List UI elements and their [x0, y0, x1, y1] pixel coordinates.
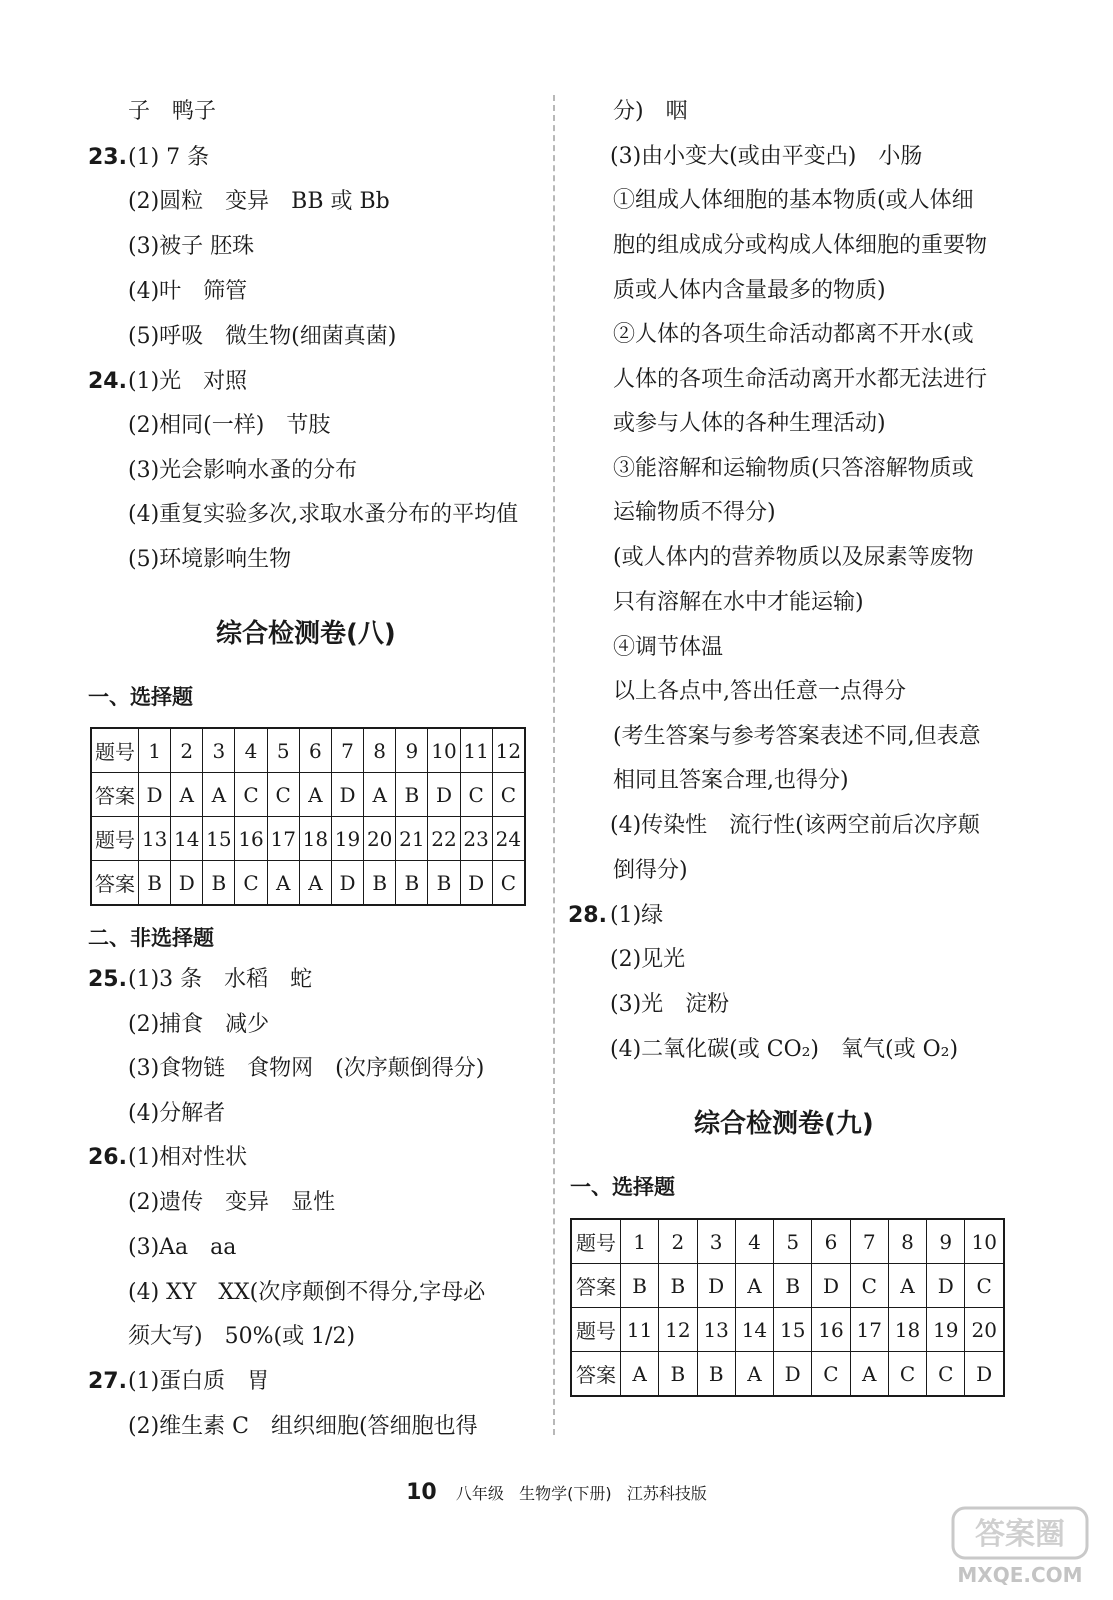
text-line: 相同且答案合理,也得分): [613, 768, 849, 793]
answer-line: (4)二氧化碳(或 CO₂) 氧气(或 O₂): [610, 1037, 959, 1062]
question-number-cell: 18: [888, 1308, 926, 1352]
text-line: 只有溶解在水中才能运输): [613, 590, 864, 615]
question-number-cell: 15: [203, 817, 235, 861]
text-line: 或参与人体的各种生理活动): [613, 411, 886, 436]
answer-line: (5)呼吸 微生物(细菌真菌): [128, 324, 397, 349]
question-number-cell: 3: [203, 728, 235, 773]
answer-table: [570, 1218, 1005, 1397]
answer-cell: A: [888, 1264, 926, 1308]
answer-line: (3)光会影响水蚤的分布: [128, 458, 358, 483]
row-label: 答案: [571, 1264, 621, 1308]
answer-line: (1)绿: [610, 903, 664, 928]
answer-cell: D: [774, 1352, 812, 1397]
question-number-cell: 10: [965, 1219, 1004, 1264]
answer-cell: D: [460, 861, 492, 906]
answer-line: (2)圆粒 变异 BB 或 Bb: [128, 189, 390, 214]
answer-cell: B: [364, 861, 396, 906]
question-number-cell: 8: [888, 1219, 926, 1264]
answer-cell: C: [492, 773, 525, 817]
answer-cell: A: [299, 861, 331, 906]
footer-grade: 八年级: [455, 1484, 504, 1503]
row-label: 答案: [571, 1352, 621, 1397]
question-number-cell: 14: [171, 817, 203, 861]
question-number-cell: 21: [396, 817, 428, 861]
question-number: 28.: [568, 903, 607, 928]
row-label: 题号: [91, 817, 139, 861]
answer-cell: C: [850, 1264, 888, 1308]
answer-cell: B: [621, 1264, 659, 1308]
answer-cell: C: [927, 1352, 965, 1397]
text-line: ②人体的各项生命活动都离不开水(或: [613, 322, 974, 347]
section-heading: 一、选择题: [570, 1175, 675, 1199]
answer-line: (3)Aa aa: [128, 1235, 237, 1260]
answer-line: (1)相对性状: [128, 1145, 248, 1170]
answer-line: (4) XY XX(次序颠倒不得分,字母必: [128, 1280, 486, 1305]
table-row: [91, 817, 525, 861]
watermark-text: 答案圈: [975, 1517, 1065, 1552]
text-line: (4)传染性 流行性(该两空前后次序颠: [610, 813, 980, 838]
text-line: 以上各点中,答出任意一点得分: [613, 679, 906, 704]
answer-cell: B: [139, 861, 171, 906]
answer-cell: C: [812, 1352, 850, 1397]
answer-line: (4)分解者: [128, 1101, 226, 1126]
answer-cell: D: [927, 1264, 965, 1308]
answer-cell: C: [460, 773, 492, 817]
question-number-cell: 8: [364, 728, 396, 773]
section-heading: 二、非选择题: [88, 926, 214, 950]
text-line: (或人体内的营养物质以及尿素等废物: [613, 545, 974, 570]
answer-cell: B: [774, 1264, 812, 1308]
question-number-cell: 12: [492, 728, 525, 773]
answer-cell: A: [364, 773, 396, 817]
answer-cell: D: [812, 1264, 850, 1308]
question-number-cell: 13: [697, 1308, 735, 1352]
table-row: [91, 861, 525, 906]
answer-cell: C: [492, 861, 525, 906]
text-line: ④调节体温: [613, 635, 724, 660]
question-number-cell: 7: [331, 728, 363, 773]
answer-cell: A: [299, 773, 331, 817]
text-line: (3)由小变大(或由平变凸) 小肠: [610, 144, 923, 169]
answer-line: (3)被子 胚珠: [128, 234, 255, 259]
answer-cell: B: [428, 861, 460, 906]
answer-cell: B: [396, 861, 428, 906]
answer-cell: C: [235, 773, 267, 817]
question-number-cell: 10: [428, 728, 460, 773]
answer-cell: A: [735, 1352, 773, 1397]
question-number-cell: 23: [460, 817, 492, 861]
question-number-cell: 16: [235, 817, 267, 861]
question-number-cell: 16: [812, 1308, 850, 1352]
watermark-url: MXQE.COM: [957, 1563, 1083, 1587]
answer-line: 须大写) 50%(或 1/2): [128, 1324, 356, 1349]
question-number-cell: 12: [659, 1308, 697, 1352]
table-row: [571, 1264, 1004, 1308]
question-number-cell: 22: [428, 817, 460, 861]
answer-cell: C: [965, 1264, 1004, 1308]
answer-cell: B: [659, 1352, 697, 1397]
question-number-cell: 4: [735, 1219, 773, 1264]
answer-cell: C: [267, 773, 299, 817]
footer-edition: 江苏科技版: [626, 1484, 707, 1503]
text-line: 运输物质不得分): [613, 500, 776, 525]
answer-line: (1) 7 条: [128, 145, 210, 170]
answer-line: (1)光 对照: [128, 369, 248, 394]
answer-cell: D: [697, 1264, 735, 1308]
answer-line: (1)3 条 水稻 蛇: [128, 967, 313, 992]
text-line: 质或人体内含量最多的物质): [613, 278, 886, 303]
answer-line: (3)食物链 食物网 (次序颠倒得分): [128, 1056, 485, 1081]
question-number-cell: 20: [364, 817, 396, 861]
question-number-cell: 6: [812, 1219, 850, 1264]
section-title: 综合检测卷(九): [694, 1109, 874, 1139]
table-row: [571, 1219, 1004, 1264]
answer-cell: D: [331, 773, 363, 817]
row-label: 题号: [571, 1308, 621, 1352]
answer-cell: B: [203, 861, 235, 906]
question-number-cell: 18: [299, 817, 331, 861]
question-number-cell: 9: [396, 728, 428, 773]
section-heading: 一、选择题: [88, 685, 193, 709]
question-number-cell: 15: [774, 1308, 812, 1352]
answer-cell: D: [965, 1352, 1004, 1397]
question-number-cell: 9: [927, 1219, 965, 1264]
row-label: 题号: [571, 1219, 621, 1264]
answer-cell: D: [331, 861, 363, 906]
answer-cell: A: [171, 773, 203, 817]
section-title: 综合检测卷(八): [216, 619, 396, 649]
answer-line: (4)叶 筛管: [128, 279, 248, 304]
answer-line: (2)捕食 减少: [128, 1012, 270, 1037]
text-line: (考生答案与参考答案表述不同,但表意: [613, 724, 981, 749]
question-number-cell: 17: [267, 817, 299, 861]
answer-cell: D: [428, 773, 460, 817]
row-label: 答案: [91, 861, 139, 906]
question-number: 26.: [88, 1145, 127, 1170]
question-number-cell: 5: [774, 1219, 812, 1264]
question-number-cell: 19: [331, 817, 363, 861]
answer-cell: A: [735, 1264, 773, 1308]
answer-cell: D: [171, 861, 203, 906]
answer-line: (2)遗传 变异 显性: [128, 1190, 336, 1215]
question-number-cell: 13: [139, 817, 171, 861]
text-line: 倒得分): [613, 858, 688, 883]
answer-cell: C: [235, 861, 267, 906]
question-number-cell: 1: [621, 1219, 659, 1264]
table-row: [91, 728, 525, 773]
question-number-cell: 3: [697, 1219, 735, 1264]
answer-line: (4)重复实验多次,求取水蚤分布的平均值: [128, 502, 519, 527]
answer-line: (2)相同(一样) 节肢: [128, 413, 331, 438]
answer-cell: C: [888, 1352, 926, 1397]
question-number-cell: 17: [850, 1308, 888, 1352]
question-number: 25.: [88, 967, 127, 992]
question-number-cell: 5: [267, 728, 299, 773]
question-number-cell: 14: [735, 1308, 773, 1352]
answer-cell: B: [396, 773, 428, 817]
question-number: 24.: [88, 369, 127, 394]
text-line: 胞的组成成分或构成人体细胞的重要物: [613, 233, 988, 258]
row-label: 题号: [91, 728, 139, 773]
answer-line: (2)维生素 C 组织细胞(答细胞也得: [128, 1414, 478, 1439]
footer-subject: 生物学(下册): [519, 1484, 612, 1503]
question-number-cell: 4: [235, 728, 267, 773]
answer-cell: A: [267, 861, 299, 906]
answer-cell: B: [659, 1264, 697, 1308]
answer-table: [90, 727, 526, 906]
table-row: [571, 1352, 1004, 1397]
page-number: 10: [406, 1480, 437, 1505]
answer-line: (2)见光: [610, 947, 686, 972]
question-number: 27.: [88, 1369, 127, 1394]
question-number-cell: 2: [171, 728, 203, 773]
question-number-cell: 20: [965, 1308, 1004, 1352]
question-number: 23.: [88, 145, 127, 170]
answer-line: (3)光 淀粉: [610, 992, 730, 1017]
text-line: 分) 咽: [613, 99, 688, 124]
row-label: 答案: [91, 773, 139, 817]
question-number-cell: 24: [492, 817, 525, 861]
table-row: [571, 1308, 1004, 1352]
text-line: 人体的各项生命活动离开水都无法进行: [613, 367, 988, 392]
answer-cell: A: [621, 1352, 659, 1397]
answer-cell: B: [697, 1352, 735, 1397]
answer-cell: A: [850, 1352, 888, 1397]
text-line: ③能溶解和运输物质(只答溶解物质或: [613, 456, 974, 481]
text-line: ①组成人体细胞的基本物质(或人体细: [613, 188, 974, 213]
question-number-cell: 1: [139, 728, 171, 773]
question-number-cell: 11: [460, 728, 492, 773]
column-divider: [553, 95, 555, 1435]
text-line: 子 鸭子: [128, 99, 217, 124]
answer-line: (5)环境影响生物: [128, 547, 292, 572]
table-row: [91, 773, 525, 817]
answer-line: (1)蛋白质 胃: [128, 1369, 270, 1394]
question-number-cell: 7: [850, 1219, 888, 1264]
question-number-cell: 6: [299, 728, 331, 773]
answer-cell: A: [203, 773, 235, 817]
question-number-cell: 2: [659, 1219, 697, 1264]
answer-cell: D: [139, 773, 171, 817]
question-number-cell: 19: [927, 1308, 965, 1352]
question-number-cell: 11: [621, 1308, 659, 1352]
watermark-logo-icon: [945, 1502, 1095, 1592]
